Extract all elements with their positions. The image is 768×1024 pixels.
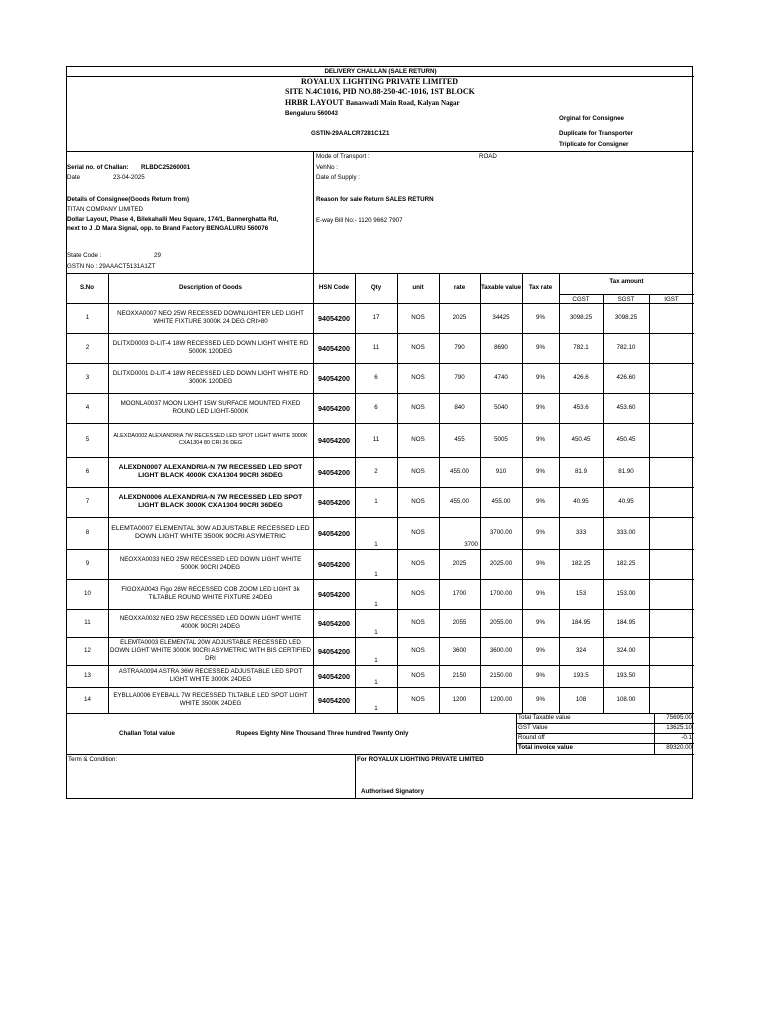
cell-hsn: 94054200 (318, 559, 350, 569)
cell-unit: NOS (411, 529, 425, 537)
cell-cgst: 333 (575, 529, 587, 537)
round-off-label: Round off (518, 734, 545, 741)
cell-unit: NOS (411, 314, 425, 322)
cell-sgst: 184.95 (616, 619, 636, 627)
cell-rate: 3700 (464, 541, 478, 549)
cell-unit: NOS (411, 468, 425, 476)
cell-qty: 6 (374, 374, 378, 382)
cell-desc: ELEMTA0007 ELEMENTAL 30W ADJUSTABLE RECESSED LED DOWN LIGHT WHITE 3500K 90CRI ASYMETRIC (111, 524, 310, 540)
cell-taxrate: 9% (536, 498, 545, 506)
total-taxable-value: 75695.00 (666, 714, 692, 721)
divider (649, 294, 650, 713)
consignee-address-line2: next to J .D Mara Signal, opp. to Brand Factory BENGALURU 560076 (67, 225, 269, 232)
cell-qty: 1 (374, 571, 378, 579)
col-header-sno: S.No (79, 284, 95, 291)
cell-cgst: 193.5 (573, 672, 589, 680)
divider (355, 754, 356, 799)
cell-rate: 2025 (452, 560, 467, 568)
cell-desc: ASTRAA0094 ASTRA 36W RECESSED ADJUSTABLE LED SPOT LIGHT WHITE 3000K 24DEG (118, 668, 303, 683)
cell-desc: FIGOXA0043 Figo 28W RECESSED COB ZOOM LED LIGHT 3k TILTABLE ROUND WHITE FIXTURE 24DEG (121, 586, 300, 601)
cell-cgst: 453.6 (573, 404, 589, 412)
cell-hsn: 94054200 (318, 497, 350, 507)
cell-cgst: 3098.25 (569, 314, 593, 322)
cell-unit: NOS (411, 696, 425, 704)
divider (522, 273, 523, 713)
cell-unit: NOS (411, 436, 425, 444)
divider (108, 273, 109, 713)
cell-sno: 12 (84, 647, 91, 655)
col-header-unit: unit (412, 284, 424, 291)
cell-hsn: 94054200 (318, 618, 350, 628)
col-header-taxable: Taxable value (480, 284, 522, 292)
divider (67, 151, 694, 152)
cell-taxable: 3600.00 (489, 647, 513, 655)
cell-hsn: 94054200 (318, 467, 350, 477)
cell-sgst: 81.90 (618, 468, 634, 476)
cell-qty: 1 (374, 657, 378, 665)
divider (559, 273, 560, 713)
serial-label: Serial no. of Challan: (67, 164, 129, 171)
cell-taxrate: 9% (536, 436, 545, 444)
consignee-heading: Details of Consignee(Goods Return from) (67, 196, 190, 203)
cell-hsn: 94054200 (318, 646, 350, 656)
col-header-qty: Qty (370, 284, 382, 291)
col-header-description: Description of Goods (179, 284, 242, 291)
cell-sno: 11 (84, 619, 91, 627)
cell-taxable: 455.00 (491, 498, 511, 506)
cell-rate: 455.00 (450, 498, 469, 506)
cell-rate: 1200 (452, 696, 467, 704)
delivery-challan-document (66, 66, 693, 799)
cell-rate: 455 (454, 436, 465, 444)
divider (397, 273, 398, 713)
cell-qty: 1 (374, 705, 378, 713)
cell-hsn: 94054200 (318, 695, 350, 705)
company-address-line3: Bengaluru 560043 (285, 110, 338, 117)
gstn-label: GSTN No : 29AAACT5131A1ZT (67, 263, 156, 270)
cell-unit: NOS (411, 619, 425, 627)
cell-taxable: 8690 (494, 344, 508, 352)
divider (67, 713, 694, 714)
consignee-address-line1: Dollar Layout, Phase 4, Bilekahalli Meu Square, 174/1, Bannerghatta Rd, (67, 216, 279, 223)
cell-sgst: 324.00 (616, 647, 636, 655)
copy-triplicate: Triplicate for Consigner (559, 141, 629, 148)
cell-sno: 8 (85, 529, 90, 537)
cell-taxrate: 9% (536, 647, 545, 655)
cell-qty: 1 (374, 541, 378, 549)
divider (67, 273, 694, 274)
col-header-hsn: HSN Code (318, 284, 350, 291)
invoice-total-value: 89320.00 (666, 744, 692, 751)
cell-taxable: 1700.00 (489, 590, 513, 598)
return-reason: Reason for sale Return SALES RETURN (316, 196, 434, 203)
cell-taxable: 1200.00 (489, 696, 513, 704)
cell-taxrate: 9% (536, 560, 545, 568)
cell-rate: 790 (454, 344, 465, 352)
col-header-cgst: CGST (572, 296, 590, 303)
cell-hsn: 94054200 (318, 313, 350, 323)
cell-qty: 1 (374, 601, 378, 609)
cell-taxable: 2025.00 (489, 560, 513, 568)
cell-rate: 455.00 (450, 468, 469, 476)
eway-bill: E-way Bill No:- 1120 9662 7907 (316, 217, 403, 224)
cell-sno: 6 (85, 468, 90, 476)
cell-cgst: 426.6 (573, 374, 589, 382)
challan-total-label: Challan Total value (119, 730, 175, 737)
cell-hsn: 94054200 (318, 589, 350, 599)
cell-cgst: 153 (575, 590, 587, 598)
cell-sgst: 450.45 (616, 436, 636, 444)
cell-desc: NEOXXA0033 NEO 25W RECESSED LED DOWN LIGHT WHITE 5000K 90CRI 24DEG (119, 556, 302, 571)
cell-unit: NOS (411, 590, 425, 598)
for-company-label: For ROYALUX LIGHTING PRIVATE LIMITED (357, 756, 484, 763)
address-bold-part: HRBR LAYOUT (285, 98, 344, 107)
cell-sno: 2 (85, 344, 90, 352)
divider (355, 273, 356, 713)
cell-unit: NOS (411, 647, 425, 655)
cell-sno: 14 (84, 696, 91, 704)
cell-cgst: 182.25 (571, 560, 591, 568)
cell-sgst: 333.00 (616, 529, 636, 537)
cell-qty: 2 (374, 468, 378, 476)
cell-unit: NOS (411, 344, 425, 352)
cell-sno: 1 (85, 314, 90, 322)
cell-sno: 5 (85, 436, 90, 444)
cell-hsn: 94054200 (318, 343, 350, 353)
cell-rate: 2150 (452, 672, 467, 680)
cell-desc: MOONLA0037 MOON LIGHT 15W SURFACE MOUNTED FIXED ROUND LED LIGHT-5000K (120, 400, 301, 415)
cell-sgst: 153.00 (616, 590, 636, 598)
cell-cgst: 782.1 (573, 344, 589, 352)
cell-desc: NEOXXA0032 NEO 25W RECESSED LED DOWN LIGHT WHITE 4000K 90CRI 24DEG (119, 615, 302, 630)
cell-taxrate: 9% (536, 344, 545, 352)
gst-value: 13625.10 (666, 724, 692, 731)
cell-taxrate: 9% (536, 672, 545, 680)
cell-sgst: 40.95 (618, 498, 634, 506)
cell-sgst: 182.25 (616, 560, 636, 568)
cell-qty: 1 (374, 679, 378, 687)
cell-taxable: 5005 (494, 436, 508, 444)
cell-desc: ELEMTA0003 ELEMENTAL 20W ADJUSTABLE RECESSED LED DOWN LIGHT WHITE 3000K 90CRI ASYMETRIC WITH BIS CERTIFIED DRI (110, 639, 311, 662)
col-header-taxrate: Tax rate (528, 284, 553, 291)
cell-taxrate: 9% (536, 374, 545, 382)
cell-hsn: 94054200 (318, 671, 350, 681)
cell-taxable: 2055.00 (489, 619, 513, 627)
transport-mode-label: Mode of Transport : (316, 153, 370, 160)
cell-taxable: 2150.00 (489, 672, 513, 680)
company-name: ROYALUX LIGHTING PRIVATE LIMITED (301, 77, 458, 86)
cell-sgst: 3098.25 (614, 314, 638, 322)
cell-desc: DLITXD0003 D-LIT-4 18W RECESSED LED DOWN LIGHT WHITE RD 5000K 120DEG (112, 340, 309, 355)
cell-sno: 4 (85, 404, 90, 412)
cell-desc: DLITXD0001 D-LIT-4 18W RECESSED LED DOWN LIGHT WHITE RD 3000K 120DEG (112, 370, 309, 385)
col-header-igst: IGST (664, 296, 679, 303)
copy-duplicate: Duplicate for Transporter (559, 130, 633, 137)
cell-sgst: 426.60 (616, 374, 636, 382)
round-off-value: -0.1 (681, 734, 692, 741)
transport-mode-value: ROAD (479, 153, 497, 160)
cell-taxrate: 9% (536, 619, 545, 627)
serial-value: RLBDC25260001 (141, 164, 191, 171)
company-address-line2 (285, 98, 460, 107)
cell-rate: 1700 (452, 590, 467, 598)
total-taxable-label: Total Taxable value (518, 714, 571, 721)
terms-label: Term & Condition: (68, 756, 118, 763)
cell-taxable: 910 (495, 468, 507, 476)
cell-taxrate: 9% (536, 696, 545, 704)
cell-taxrate: 9% (536, 529, 545, 537)
cell-desc: NEOXXA0007 NEO 25W RECESSED DOWNLIGHTER LED LIGHT WHITE FIXTURE 3000K 24 DEG CRI>80 (117, 310, 304, 325)
cell-qty: 1 (374, 498, 378, 506)
divider (313, 151, 314, 273)
cell-sno: 10 (84, 590, 91, 598)
vehicle-no-label: VehNo : (316, 164, 339, 171)
divider (67, 754, 694, 755)
divider (313, 273, 314, 713)
cell-cgst: 108 (575, 696, 587, 704)
cell-hsn: 94054200 (318, 373, 350, 383)
gst-label: GST Value (518, 724, 548, 731)
authorised-signatory: Authorised Signatory (361, 788, 424, 795)
cell-rate: 2025 (452, 314, 467, 322)
cell-taxrate: 9% (536, 468, 545, 476)
cell-unit: NOS (411, 404, 425, 412)
divider (480, 273, 481, 713)
cell-sno: 7 (85, 498, 90, 506)
cell-desc: ALEXDN0006 ALEXANDRIA-N 7W RECESSED LED SPOT LIGHT BLACK 3000K CXA1304 90CRI 36DEG (118, 493, 303, 509)
company-address-line1: SITE N.4C1016, PID NO.88-250-4C-1016, 1ST BLOCK (285, 87, 475, 96)
address-rest-part: Banaswadi Main Road, Kalyan Nagar (345, 99, 460, 107)
date-value: 23-04-2025 (113, 174, 145, 181)
cell-desc: ALEXDN0007 ALEXANDRIA-N 7W RECESSED LED SPOT LIGHT BLACK 4000K CXA1304 90CRI 36DEG (118, 463, 303, 479)
cell-qty: 6 (374, 404, 378, 412)
cell-desc: EYBLLA0006 EYEBALL 7W RECESSED TILTABLE LED SPOT LIGHT WHITE 3500K 24DEG (113, 692, 308, 707)
state-code-value: 29 (154, 252, 161, 259)
cell-cgst: 81.9 (574, 468, 588, 476)
cell-taxrate: 9% (536, 404, 545, 412)
cell-cgst: 324 (575, 647, 587, 655)
divider (439, 273, 440, 713)
cell-hsn: 94054200 (318, 528, 350, 538)
cell-taxrate: 9% (536, 590, 545, 598)
cell-taxable: 3700.00 (489, 529, 513, 537)
cell-unit: NOS (411, 498, 425, 506)
cell-unit: NOS (411, 560, 425, 568)
cell-sno: 3 (85, 374, 90, 382)
copy-original: Orginal for Consignee (559, 115, 624, 122)
cell-sgst: 108.00 (616, 696, 636, 704)
cell-qty: 17 (372, 314, 380, 322)
cell-hsn: 94054200 (318, 403, 350, 413)
cell-taxable: 5040 (494, 404, 508, 412)
cell-cgst: 40.95 (573, 498, 589, 506)
cell-sno: 13 (84, 672, 91, 680)
state-code-label: State Code : (67, 252, 102, 259)
cell-rate: 790 (454, 374, 465, 382)
cell-sgst: 782.10 (616, 344, 636, 352)
cell-unit: NOS (411, 672, 425, 680)
col-header-rate: rate (453, 284, 466, 291)
divider (603, 294, 604, 713)
col-header-sgst: SGST (617, 296, 635, 303)
cell-taxrate: 9% (536, 314, 545, 322)
cell-qty: 11 (372, 344, 380, 352)
cell-qty: 1 (374, 629, 378, 637)
cell-unit: NOS (411, 374, 425, 382)
cell-rate: 2055 (452, 619, 467, 627)
supply-date-label: Date of Supply : (316, 174, 361, 181)
cell-rate: 3600 (452, 647, 467, 655)
cell-sgst: 453.60 (616, 404, 636, 412)
cell-hsn: 94054200 (318, 435, 350, 445)
cell-desc: ALEXDA0002 ALEXANDRIA 7W RECESSED LED SPOT LIGHT WHITE 3000K CXA1304 80 CRI 36 DEG (113, 433, 308, 446)
col-header-taxamount: Tax amount (609, 278, 644, 285)
invoice-total-label: Total invoice value (518, 744, 573, 751)
cell-cgst: 450.45 (571, 436, 591, 444)
cell-cgst: 184.95 (571, 619, 591, 627)
amount-in-words: Rupees Eighty Nine Thousand Three hundred Twenty Only (236, 730, 409, 737)
divider (559, 294, 694, 295)
cell-taxable: 4740 (494, 374, 508, 382)
document-title: DELIVERY CHALLAN (SALE RETURN) (324, 68, 437, 75)
cell-sgst: 193.50 (616, 672, 636, 680)
consignee-name: TITAN COMPANY LIMITED (67, 206, 143, 213)
cell-qty: 11 (372, 436, 380, 444)
date-label: Date (67, 174, 81, 181)
company-gstin: GSTIN-29AALCR7281C1Z1 (311, 130, 390, 137)
cell-rate: 840 (454, 404, 465, 412)
cell-taxable: 34425 (492, 314, 510, 322)
cell-sno: 9 (85, 560, 90, 568)
